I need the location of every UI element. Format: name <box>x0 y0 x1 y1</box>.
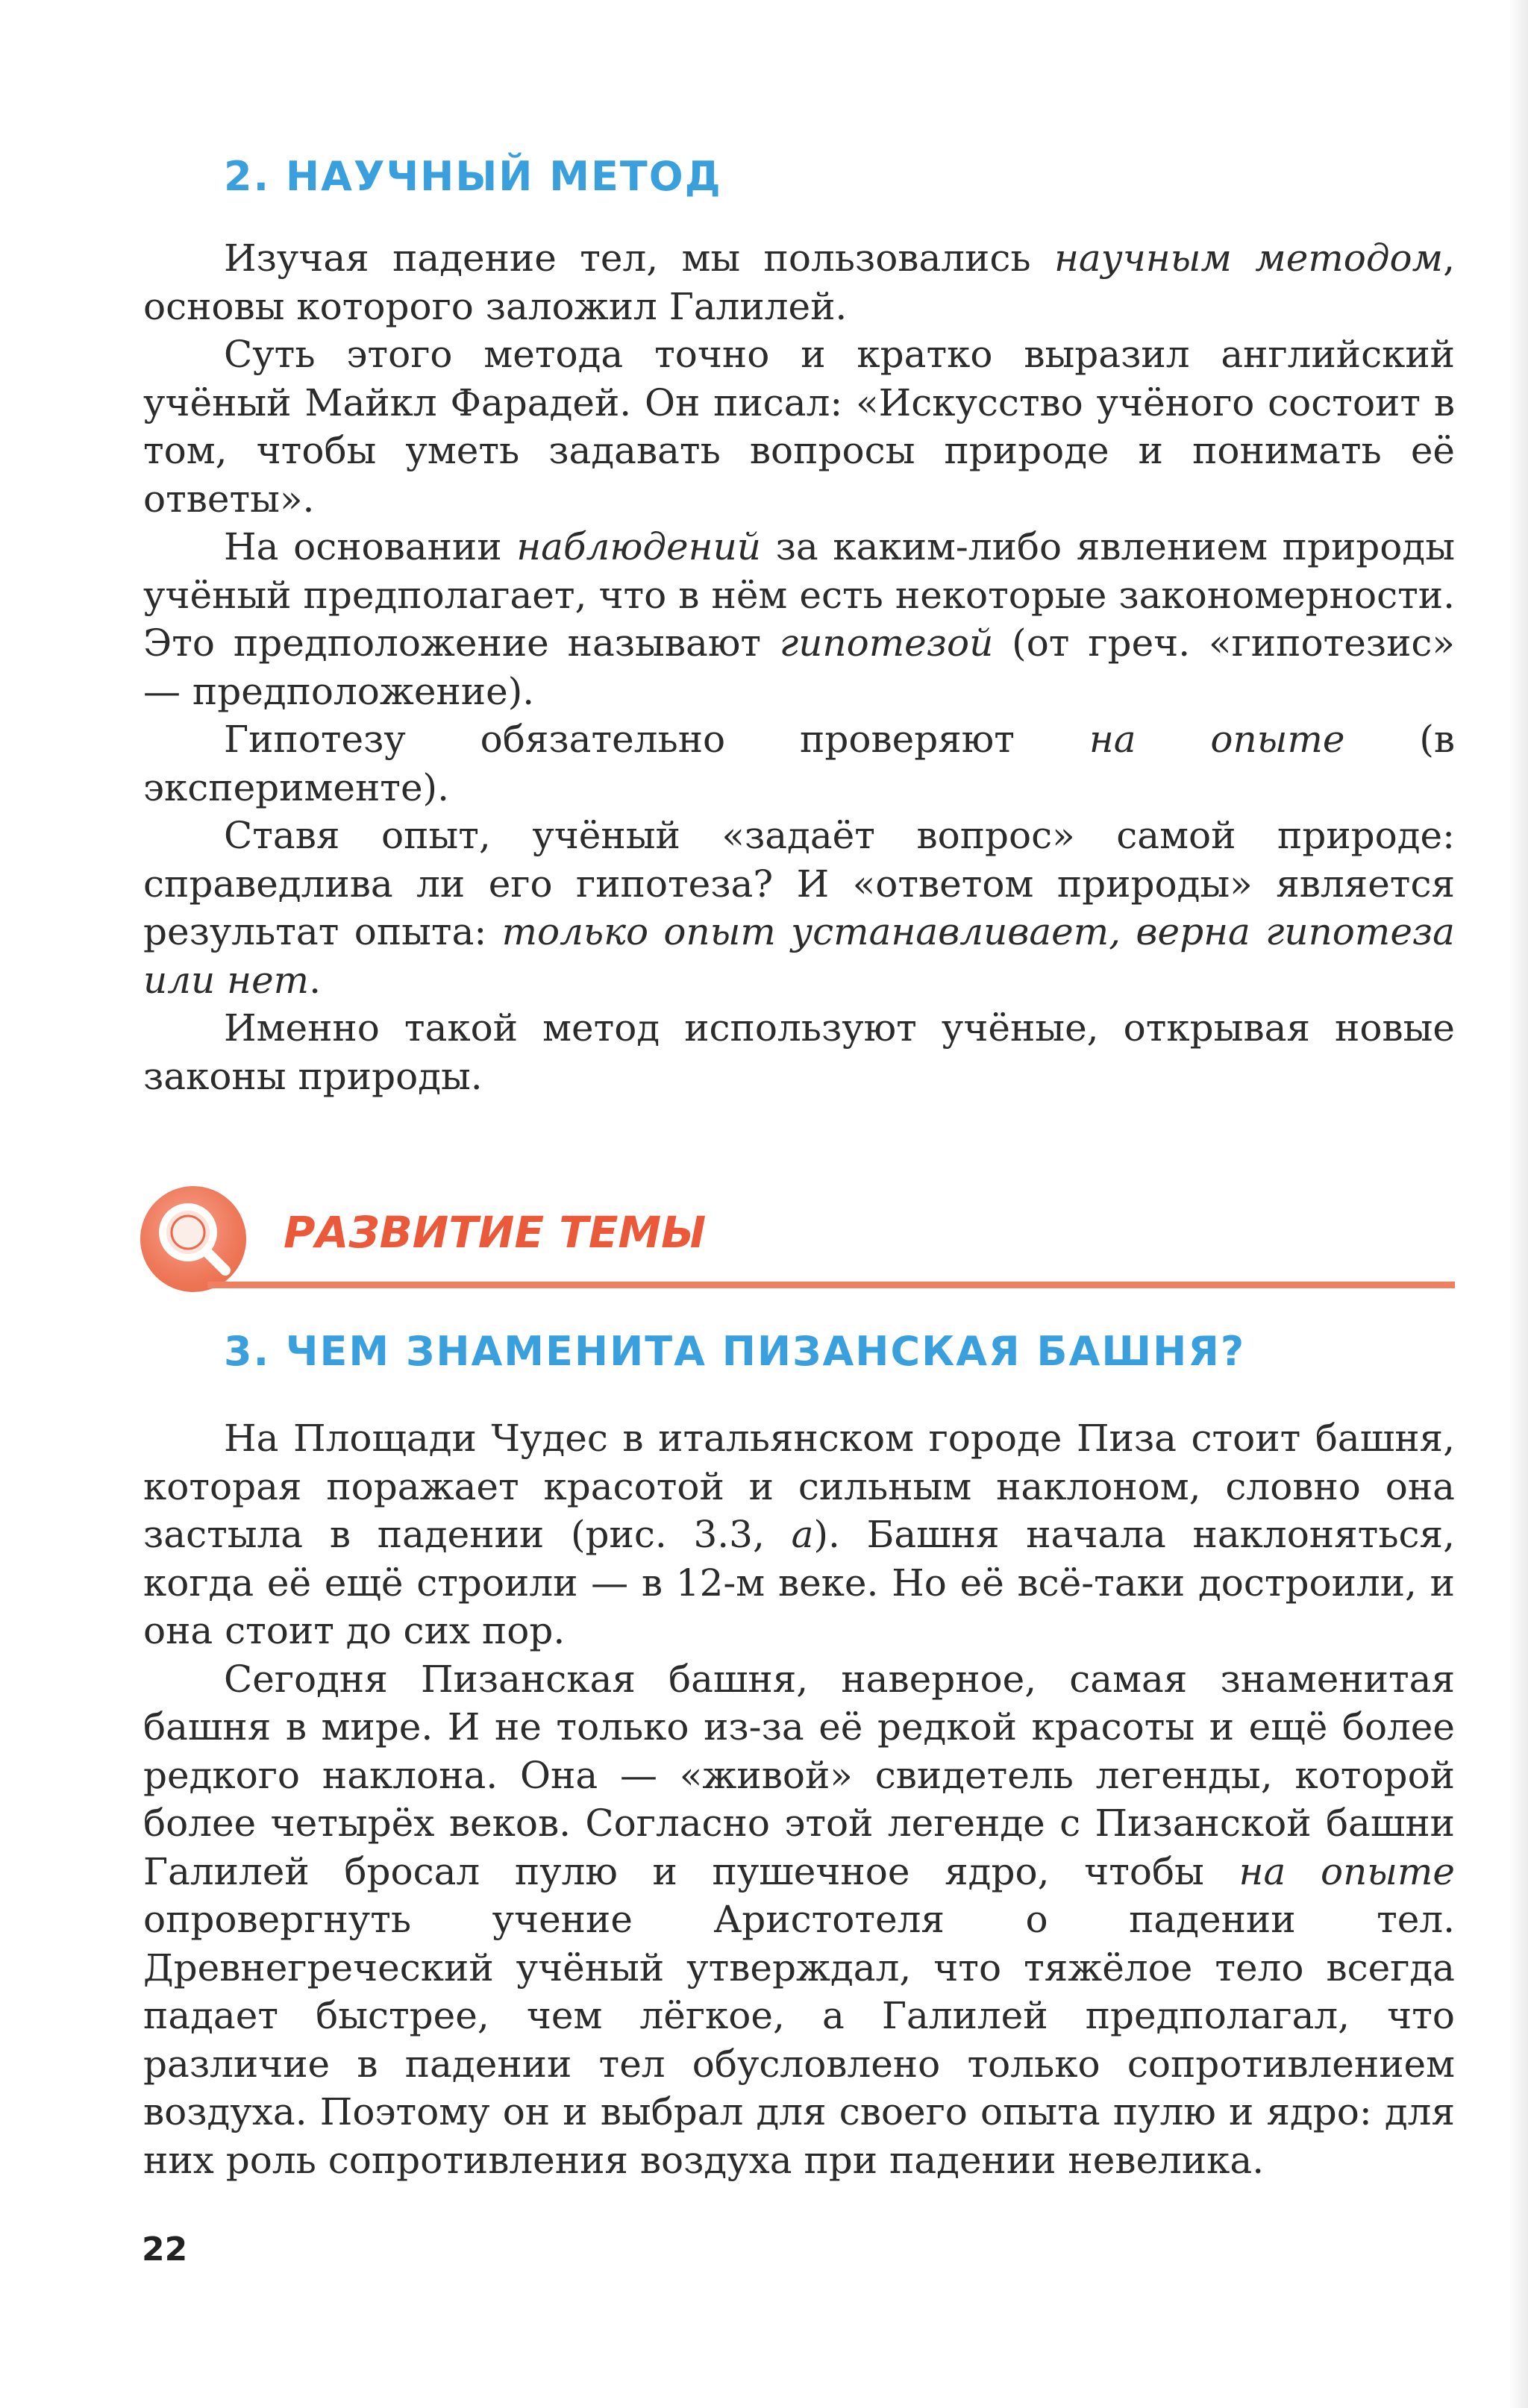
text-run: На основании <box>224 525 517 568</box>
paragraph <box>143 234 1455 330</box>
paragraph <box>143 1004 1455 1100</box>
paragraph <box>143 330 1455 523</box>
section-2-body <box>143 234 1455 1100</box>
magnifier-icon <box>140 1186 246 1292</box>
page-edge-shadow <box>1509 0 1528 2408</box>
emphasized-term: только опыт устанавливает, верна гипотеза или нет <box>143 910 1455 1002</box>
emphasized-term: на опыте <box>1239 1849 1456 1893</box>
text-run: Именно такой метод используют учёные, открывая новые законы природы. <box>143 1006 1455 1098</box>
banner-divider <box>207 1282 1455 1288</box>
paragraph <box>143 715 1455 812</box>
section-2-heading: 2. НАУЧНЫЙ МЕТОД <box>224 153 722 200</box>
text-run: . <box>309 958 321 1002</box>
text-run: опровергнуть учение Аристотеля о падении тел. Древнегреческий учёный утверждал, что тяжёлое тело всегда падает быстрее, чем лёгкое, а Галилей предполагал, что различие в падении тел обусловлено только сопротивлением воздуха. Поэтому он и выбрал для своего опыта пулю и ядро: для них роль сопротивления воздуха при падении невелика. <box>143 1898 1455 2182</box>
text-run: , основы которого заложил Галилей. <box>143 236 1455 328</box>
emphasized-term: гипотезой <box>779 621 994 665</box>
text-run: Изучая падение тел, мы пользовались <box>224 236 1054 280</box>
paragraph <box>143 1655 1455 2185</box>
text-run: Суть этого метода точно и кратко выразил английский учёный Майкл Фарадей. Он писал: «Искусство учёного состоит в том, чтобы уметь задавать вопросы природе и понимать её ответы». <box>143 333 1455 521</box>
paragraph <box>143 812 1455 1004</box>
topic-banner-label: РАЗВИТИЕ ТЕМЫ <box>284 1207 707 1258</box>
section-3-heading: 3. ЧЕМ ЗНАМЕНИТА ПИЗАНСКАЯ БАШНЯ? <box>224 1328 1246 1375</box>
emphasized-term: научным методом <box>1053 236 1444 280</box>
text-run: (в эксперименте). <box>143 718 1455 809</box>
emphasized-term: на опыте <box>1089 718 1345 761</box>
paragraph <box>143 523 1455 715</box>
text-run: Сегодня Пизанская башня, наверное, самая знаменитая башня в мире. И не только из-за её редкой красоты и ещё более редкого наклона. Она — «живой» свидетель легенды, которой более четырёх веков. Согласно этой легенде с Пизанской башни Галилей бросал пулю и пушечное ядро, чтобы <box>143 1657 1455 1893</box>
topic-banner <box>140 1186 1455 1298</box>
emphasized-term: а <box>791 1513 814 1556</box>
text-run: (от греч. «гипотезис» — предположение). <box>143 621 1455 713</box>
emphasized-term: наблюдений <box>516 525 761 568</box>
text-run: Гипотезу обязательно проверяют <box>224 718 1089 761</box>
text-run: за каким-либо явлением природы учёный предполагает, что в нём есть некоторые закономерности. Это предположение называют <box>143 525 1455 665</box>
paragraph <box>143 1414 1455 1655</box>
page-number: 22 <box>142 2230 188 2269</box>
text-run: На Площади Чудес в итальянском городе Пиза стоит башня, которая поражает красотой и сильным наклоном, словно она застыла в падении (рис. 3.3, <box>143 1417 1455 1556</box>
text-run: ). Башня начала наклоняться, когда её ещё строили — в 12-м веке. Но её всё-таки достроили, и она стоит до сих пор. <box>143 1513 1455 1652</box>
text-run: Ставя опыт, учёный «задаёт вопрос» самой природе: справедлива ли его гипотеза? И «ответом природы» является результат опыта: <box>143 814 1455 953</box>
section-3-body <box>143 1414 1455 2184</box>
